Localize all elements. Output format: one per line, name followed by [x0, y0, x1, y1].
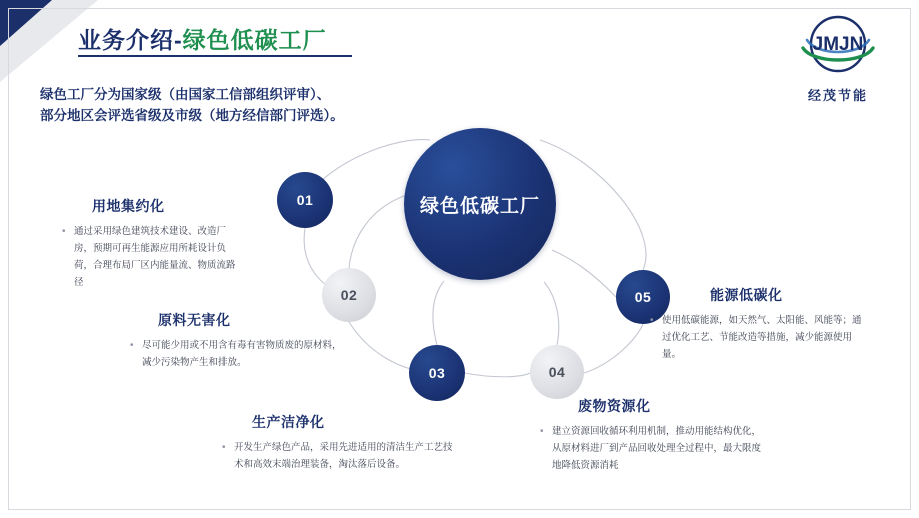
list-item: • 使用低碳能源，如天然气、太阳能、风能等；通过优化工艺、节能改造等措施，减少能源使用量。 — [650, 312, 868, 363]
diagram-center-label: 绿色低碳工厂 — [419, 195, 540, 217]
callout-waste-heading: 废物资源化 — [578, 398, 651, 414]
callout-waste-resourceful — [540, 396, 766, 474]
callout-production-heading: 生产洁净化 — [252, 414, 325, 430]
diagram-node-01[interactable] — [277, 172, 333, 228]
company-name: 经茂节能 — [807, 88, 868, 103]
page-title-accent: 绿色低碳工厂 — [182, 27, 327, 53]
list-item: • 尽可能少用或不用含有毒有害物质废的原材料，减少污染物产生和排放。 — [130, 337, 345, 371]
callout-material-list — [130, 337, 345, 371]
callout-material-harmless — [130, 310, 345, 371]
page-title-separator: - — [174, 27, 183, 53]
svg-text:JMJN: JMJN — [812, 34, 864, 55]
diagram-node-04[interactable] — [530, 345, 584, 399]
diagram-node-04-label: 04 — [548, 364, 566, 380]
callout-production-clean — [222, 412, 454, 473]
subtitle-line-2: 部分地区会评选省级及市级（地方经信部门评选）。 — [40, 108, 344, 123]
callout-waste-list — [540, 423, 766, 474]
callout-material-heading: 原料无害化 — [158, 312, 231, 328]
callout-energy-list — [650, 312, 868, 363]
list-item: • 通过采用绿色建筑技术建设、改造厂房，预期可再生能源应用所耗设计负荷，合理布局厂区内能量流、物质流路径 — [62, 223, 242, 291]
diagram-node-01-label: 01 — [296, 192, 314, 208]
list-item: • 开发生产绿色产品，采用先进适用的清洁生产工艺技术和高效末端治理装备，淘汰落后设备。 — [222, 439, 454, 473]
callout-land-intensification — [62, 196, 242, 291]
page-title-main: 业务介绍 — [78, 27, 174, 53]
diagram-center-node[interactable] — [404, 128, 556, 280]
callout-land-heading: 用地集约化 — [92, 198, 165, 214]
diagram-node-03-label: 03 — [428, 365, 446, 381]
callout-energy-heading: 能源低碳化 — [710, 287, 783, 303]
callout-production-list — [222, 439, 454, 473]
callout-land-list — [62, 223, 242, 291]
diagram-node-02-label: 02 — [340, 287, 358, 303]
subtitle-line-1: 绿色工厂分为国家级（由国家工信部组织评审）、 — [40, 87, 331, 102]
diagram-node-03[interactable] — [409, 345, 465, 401]
list-item: • 建立资源回收循环利用机制，推动用能结构优化，从原材料进厂到产品回收处理全过程中，最大限度地降低资源消耗 — [540, 423, 766, 474]
callout-energy-lowcarbon — [650, 285, 868, 363]
diagram-node-05-label: 05 — [634, 289, 652, 305]
